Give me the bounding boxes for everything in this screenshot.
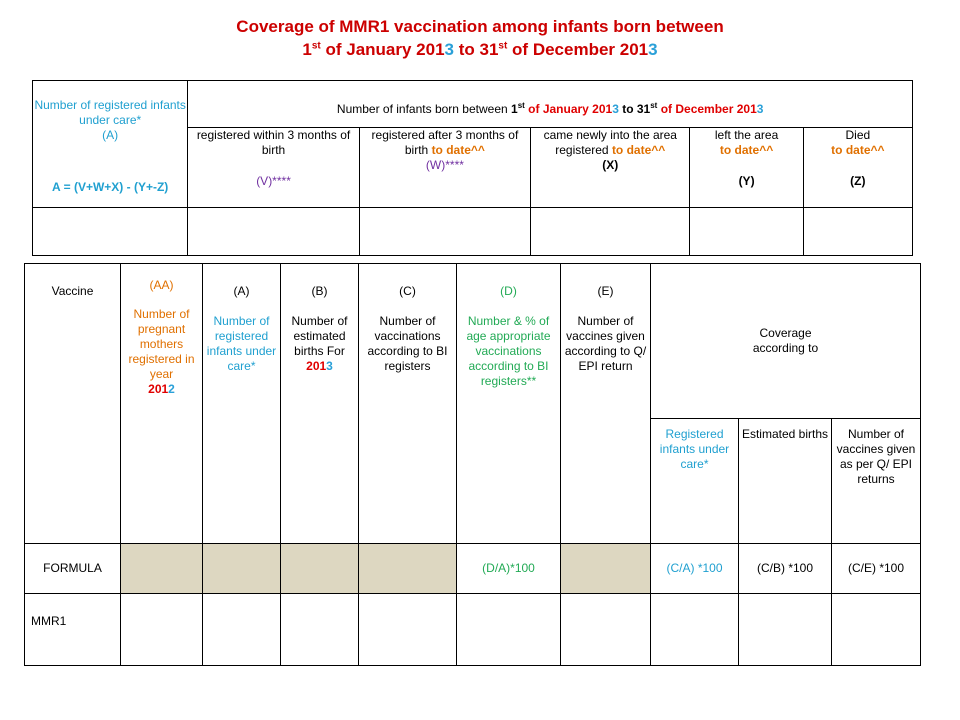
formula-cb: (C/B) *100 xyxy=(739,544,832,594)
cell-y-value xyxy=(690,208,803,256)
col-x: came newly into the area registered to date^^ (X) xyxy=(531,128,690,208)
header-c: (C) Number of vaccinations according to BI registers xyxy=(359,264,457,544)
cell-z-value xyxy=(803,208,912,256)
header-a: (A) Number of registered infants under care* xyxy=(203,264,281,544)
header-cov-estimated: Estimated births xyxy=(739,419,832,544)
formula-ca: (C/A) *100 xyxy=(651,544,739,594)
header-vaccine: Vaccine xyxy=(25,264,121,544)
header-b: (B) Number of estimated births For 2013 xyxy=(281,264,359,544)
title-line-1: Coverage of MMR1 vaccination among infants born between xyxy=(236,17,724,36)
formula-aa xyxy=(121,544,203,594)
header-aa: (AA) Number of pregnant mothers registered in year 2012 xyxy=(121,264,203,544)
cell-a-value xyxy=(33,208,188,256)
header-e: (E) Number of vaccines given according to Q/ EPI return xyxy=(561,264,651,544)
header-infants-born: Number of infants born between 1st of January 2013 to 31st of December 2013 xyxy=(188,81,913,128)
mmr1-aa xyxy=(121,594,203,666)
col-v: registered within 3 months of birth (V)**** xyxy=(188,128,359,208)
header-cov-registered: Registered infants under care* xyxy=(651,419,739,544)
mmr1-cov-estimated xyxy=(739,594,832,666)
col-registered-infants: Number of registered infants under care* (A) A = (V+W+X) - (Y+-Z) xyxy=(33,81,188,208)
page-subtitle: 1st of January 2013 to 31st of December 2013 xyxy=(302,40,658,59)
header-coverage: Coverage according to xyxy=(651,264,921,419)
formula-a xyxy=(203,544,281,594)
col-z: Died to date^^ (Z) xyxy=(803,128,912,208)
mmr1-e xyxy=(561,594,651,666)
mmr1-cov-registered xyxy=(651,594,739,666)
formula-c xyxy=(359,544,457,594)
infants-born-table xyxy=(32,80,913,256)
coverage-table xyxy=(24,263,921,666)
col-w: registered after 3 months of birth to date^^ (W)**** xyxy=(359,128,530,208)
row-mmr1-label: MMR1 xyxy=(25,594,121,666)
header-d: (D) Number & % of age appropriate vaccinations according to BI registers** xyxy=(457,264,561,544)
formula-e xyxy=(561,544,651,594)
cell-x-value xyxy=(531,208,690,256)
formula-label: FORMULA xyxy=(25,544,121,594)
mmr1-d xyxy=(457,594,561,666)
formula-d: (D/A)*100 xyxy=(457,544,561,594)
formula-ce: (C/E) *100 xyxy=(832,544,921,594)
mmr1-b xyxy=(281,594,359,666)
header-cov-number: Number of vaccines given as per Q/ EPI returns xyxy=(832,419,921,544)
mmr1-c xyxy=(359,594,457,666)
formula-b xyxy=(281,544,359,594)
cell-v-value xyxy=(188,208,359,256)
page-title xyxy=(0,17,960,37)
mmr1-cov-number xyxy=(832,594,921,666)
mmr1-a xyxy=(203,594,281,666)
cell-w-value xyxy=(359,208,530,256)
col-y: left the area to date^^ (Y) xyxy=(690,128,803,208)
